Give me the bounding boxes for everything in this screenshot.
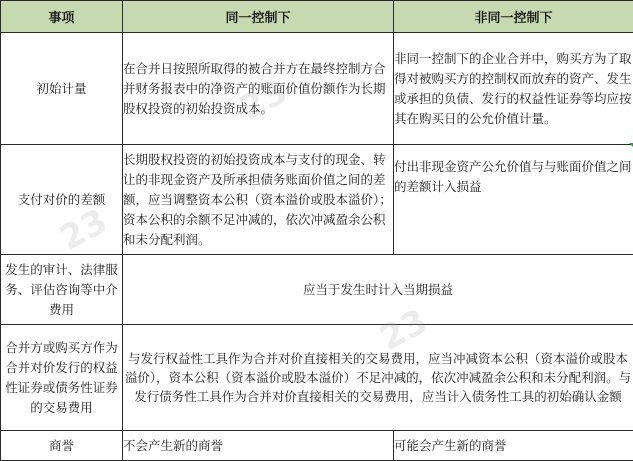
cell-payment-difference-non-same xyxy=(394,145,633,255)
watermark-1: 23 xyxy=(233,71,294,129)
text-payment-difference-same: 长期股权投资的初始投资成本与支付的现金、转让的非现金资产及所承担债务账面价值之间的差额，应当调整资本公积（资本溢价或股本溢价）；资本公积的余额不足冲减的，依次冲减盈余公积和未分配利润。 xyxy=(123,151,392,247)
watermark-2: 23 xyxy=(53,201,114,259)
row-goodwill xyxy=(1,431,633,461)
row-label-initial-measurement: 初始计量 xyxy=(1,33,123,145)
row-label-payment-difference: 支付对价的差额 xyxy=(1,145,123,255)
cell-payment-difference-same xyxy=(123,145,394,255)
text-goodwill-same: 不会产生新的商誉 xyxy=(123,437,224,453)
cell-goodwill-same xyxy=(123,431,394,461)
cell-initial-measurement-non-same xyxy=(394,33,633,145)
row-audit-fees xyxy=(1,255,633,325)
text-initial-measurement-non-same: 非同一控制下的企业合并中，购买方为了取得对被购买方的控制权而放弃的资产、发生或承担的负债、发行的权益性证券等均应按其在购买日的公允价值计量。 xyxy=(394,50,632,126)
cell-equity-issue-costs-merged xyxy=(123,325,633,431)
cell-initial-measurement-same xyxy=(123,33,394,145)
text-initial-measurement-same: 在合并日按照所取得的被合并方在最终控制方合并财务报表中的净资产的账面价值份额作为长期股权投资的初始投资成本。 xyxy=(123,60,386,116)
header-non-same-control: 非同一控制下 xyxy=(394,1,633,33)
text-equity-issue-costs-merged: 与发行权益性工具作为合并对价直接相关的交易费用，应当冲减资本公积（资本溢价或股本溢价），资本公积（资本溢价或股本溢价）不足冲减的，依次冲减盈余公积和未分配利润。与发行债务性工具作为合并对价直接相关的交易费用，应当计入债务性工具的初始确认金额 xyxy=(124,351,632,404)
row-payment-difference xyxy=(1,145,633,255)
row-equity-issue-costs xyxy=(1,325,633,431)
row-label-equity-issue-costs: 合并方或购买方作为合并对价发行的权益性证券或债务性证券的交易费用 xyxy=(1,325,123,431)
row-label-audit-fees: 发生的审计、法律服务、评估咨询等中介费用 xyxy=(1,255,123,325)
cell-corner-mark xyxy=(629,143,633,149)
text-payment-difference-non-same: 付出非现金资产公允价值与与账面价值之间的差额计入损益 xyxy=(394,159,632,194)
header-row xyxy=(1,1,633,33)
watermark-3: 23 xyxy=(373,301,434,359)
text-goodwill-non-same: 可能会产生新的商誉 xyxy=(394,437,507,453)
row-label-goodwill: 商誉 xyxy=(1,431,123,461)
header-item: 事项 xyxy=(1,1,123,33)
cell-goodwill-non-same xyxy=(394,431,633,461)
cell-audit-fees-merged xyxy=(123,255,633,325)
row-initial-measurement xyxy=(1,33,633,145)
header-same-control: 同一控制下 xyxy=(123,1,394,33)
text-audit-fees-merged: 应当于发生时计入当期损益 xyxy=(302,282,453,297)
